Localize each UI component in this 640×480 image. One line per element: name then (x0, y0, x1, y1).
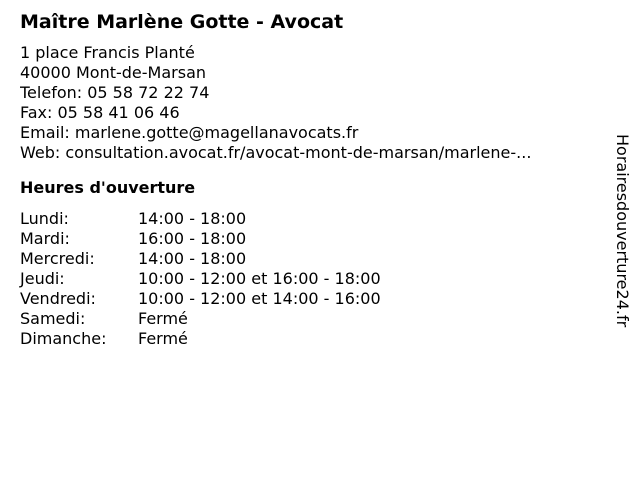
hours-time: 10:00 - 12:00 et 16:00 - 18:00 (138, 269, 381, 288)
hours-day: Mardi: (20, 229, 70, 248)
hours-day: Lundi: (20, 209, 69, 228)
phone-line: Telefon: 05 58 72 22 74 (20, 83, 210, 102)
hours-row-mercredi (20, 249, 600, 269)
hours-day: Jeudi: (20, 269, 65, 288)
email-line: Email: marlene.gotte@magellanavocats.fr (20, 123, 359, 142)
business-name: Maître Marlène Gotte - Avocat (20, 11, 344, 33)
hours-row-jeudi (20, 269, 600, 289)
hours-time: Fermé (138, 329, 188, 348)
hours-row-mardi (20, 229, 600, 249)
hours-time: 10:00 - 12:00 et 14:00 - 16:00 (138, 289, 381, 308)
hours-row-lundi (20, 209, 600, 229)
business-card (20, 10, 600, 349)
contact-block (20, 43, 600, 163)
hours-row-samedi (20, 309, 600, 329)
hours-day: Mercredi: (20, 249, 95, 268)
site-watermark: Horairesdouverture24.fr (613, 134, 632, 328)
hours-row-dimanche (20, 329, 600, 349)
hours-time: 14:00 - 18:00 (138, 209, 247, 228)
hours-time: Fermé (138, 309, 188, 328)
hours-time: 14:00 - 18:00 (138, 249, 247, 268)
fax-line: Fax: 05 58 41 06 46 (20, 103, 180, 122)
hours-day: Samedi: (20, 309, 86, 328)
web-line: Web: consultation.avocat.fr/avocat-mont-de-marsan/marlene-... (20, 143, 532, 162)
address-city: 40000 Mont-de-Marsan (20, 63, 207, 82)
address-street: 1 place Francis Planté (20, 43, 195, 62)
hours-row-vendredi (20, 289, 600, 309)
hours-time: 16:00 - 18:00 (138, 229, 247, 248)
hours-heading: Heures d'ouverture (20, 178, 196, 197)
hours-day: Dimanche: (20, 329, 107, 348)
hours-table (20, 209, 600, 349)
hours-day: Vendredi: (20, 289, 96, 308)
